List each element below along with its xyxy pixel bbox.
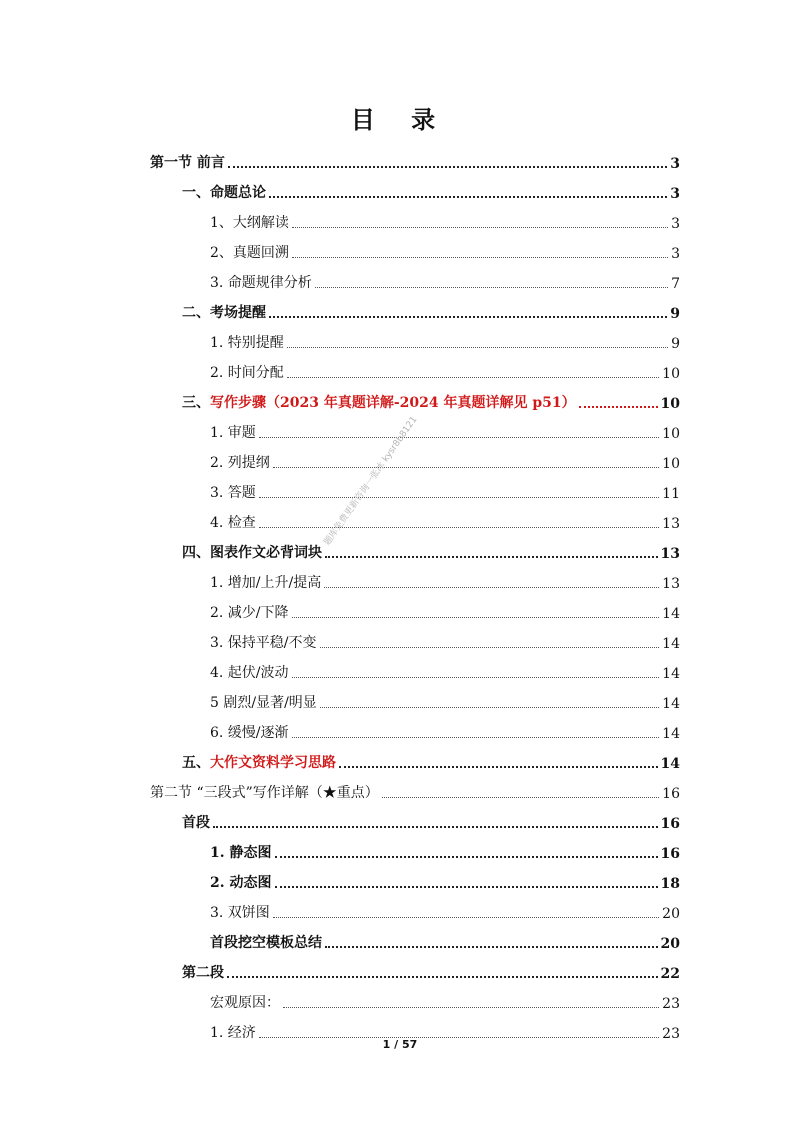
toc-entry-chapter-highlighted[interactable]	[182, 382, 680, 412]
toc-entry-page: 16	[662, 786, 680, 802]
toc-entry-page: 20	[660, 936, 680, 952]
toc-entry-label: 2、真题回溯	[210, 245, 289, 261]
toc-entry-item[interactable]	[210, 562, 680, 592]
toc-entry-label: 1、大纲解读	[210, 215, 289, 231]
toc-entry-item[interactable]	[210, 682, 680, 712]
dot-leader	[325, 946, 658, 948]
dot-leader	[275, 856, 658, 858]
toc-entry-page: 10	[662, 366, 680, 382]
toc-entry-label: 3. 答题	[210, 485, 256, 501]
dot-leader	[339, 766, 658, 768]
toc-entry-chapter[interactable]	[182, 532, 680, 562]
toc-entry-label: 首段	[182, 815, 210, 831]
toc-entry-item[interactable]	[210, 982, 680, 1012]
toc-entry-page: 10	[662, 456, 680, 472]
toc-entry-label: 首段挖空模板总结	[210, 935, 322, 951]
toc-entry-page: 22	[660, 966, 680, 982]
toc-entry-label: 4. 起伏/波动	[210, 665, 289, 681]
toc-entry-prefix: 三、	[182, 395, 210, 411]
toc-entry-item[interactable]	[210, 592, 680, 622]
toc-entry-label: 1. 经济	[210, 1025, 256, 1041]
toc-entry-page: 20	[662, 906, 680, 922]
toc-entry-label: 一、命题总论	[182, 185, 266, 201]
toc-entry-label: 2. 动态图	[210, 875, 272, 891]
toc-entry-highlighted-text: 大作文资料学习思路	[210, 755, 336, 771]
dot-leader	[269, 316, 667, 318]
dot-leader	[315, 287, 668, 288]
toc-entry-label	[182, 392, 576, 412]
toc-entry-page: 14	[662, 696, 680, 712]
toc-entry-label: 5 剧烈/显著/明显	[210, 695, 317, 711]
dot-leader	[320, 707, 659, 708]
toc-entry-section-1[interactable]	[150, 142, 680, 172]
dot-leader	[213, 826, 658, 828]
toc-entry-label: 第二段	[182, 965, 224, 981]
toc-entry-label: 第一节 前言	[150, 155, 225, 171]
toc-entry-item[interactable]	[210, 352, 680, 382]
toc-entry-chapter-highlighted[interactable]	[182, 742, 680, 772]
toc-entry-label	[182, 752, 336, 772]
dot-leader	[259, 497, 659, 498]
toc-entry-page: 9	[671, 336, 680, 352]
toc-entry-page: 10	[660, 396, 680, 412]
toc-entry-page: 18	[660, 876, 680, 892]
toc-entry-label: 二、考场提醒	[182, 305, 266, 321]
dot-leader	[287, 377, 659, 378]
toc-entry-label: 1. 特别提醒	[210, 335, 284, 351]
page-number: 1 / 57	[382, 1038, 418, 1051]
dot-leader	[228, 166, 667, 168]
dot-leader	[269, 196, 667, 198]
toc-entry-label: 2. 时间分配	[210, 365, 284, 381]
toc-entry-page: 7	[671, 276, 680, 292]
toc-entry-item[interactable]	[210, 922, 680, 952]
toc-entry-page: 3	[671, 216, 680, 232]
toc-entry-item[interactable]	[210, 472, 680, 502]
toc-entry-item[interactable]	[210, 202, 680, 232]
toc-entry-label: 2. 列提纲	[210, 455, 270, 471]
toc-entry-page: 3	[671, 246, 680, 262]
dot-leader	[579, 406, 658, 408]
toc-entry-page: 23	[662, 996, 680, 1012]
toc-entry-item[interactable]	[210, 652, 680, 682]
toc-entry-label: 1. 审题	[210, 425, 256, 441]
toc-entry-label: 3. 命题规律分析	[210, 275, 312, 291]
toc-entry-label: 宏观原因：	[210, 995, 280, 1011]
dot-leader	[275, 886, 658, 888]
dot-leader	[325, 556, 658, 558]
dot-leader	[292, 617, 660, 618]
toc-entry-page: 11	[662, 486, 680, 502]
toc-entry-page: 10	[662, 426, 680, 442]
dot-leader	[287, 347, 668, 348]
toc-entry-page: 14	[662, 606, 680, 622]
toc-entry-page: 16	[660, 846, 680, 862]
dot-leader	[292, 257, 668, 258]
toc-entry-label: 1. 增加/上升/提高	[210, 575, 322, 591]
toc-entry-label: 3. 保持平稳/不变	[210, 635, 317, 651]
dot-leader	[382, 797, 659, 798]
dot-leader	[320, 647, 660, 648]
dot-leader	[292, 677, 660, 678]
toc-entry-chapter[interactable]	[182, 952, 680, 982]
dot-leader	[227, 976, 658, 978]
toc-entry-item[interactable]	[210, 622, 680, 652]
toc-entry-chapter[interactable]	[182, 802, 680, 832]
dot-leader	[259, 527, 659, 528]
toc-entry-page: 14	[660, 756, 680, 772]
toc-entry-item[interactable]	[210, 442, 680, 472]
page-title: 目 录	[350, 106, 450, 134]
toc-entry-page: 3	[670, 186, 680, 202]
toc-entry-item[interactable]	[210, 502, 680, 532]
toc-entry-page: 23	[662, 1026, 680, 1042]
toc-entry-page: 16	[660, 816, 680, 832]
toc-entry-item[interactable]	[210, 262, 680, 292]
toc-entry-label: 1. 静态图	[210, 845, 272, 861]
toc-entry-page: 9	[670, 306, 680, 322]
toc-entry-chapter[interactable]	[182, 172, 680, 202]
toc-entry-label: 4. 检查	[210, 515, 256, 531]
toc-entry-label: 第二节 “三段式”写作详解（★重点）	[150, 785, 379, 801]
toc-entry-item[interactable]	[210, 712, 680, 742]
toc-entry-label: 3. 双饼图	[210, 905, 270, 921]
toc-entry-item[interactable]	[210, 862, 680, 892]
toc-entry-chapter[interactable]	[182, 292, 680, 322]
toc-entry-page: 3	[670, 156, 680, 172]
dot-leader	[324, 587, 659, 588]
toc-entry-page: 13	[660, 546, 680, 562]
toc-entry-label: 6. 缓慢/逐渐	[210, 725, 289, 741]
dot-leader	[292, 227, 668, 228]
dot-leader	[292, 737, 660, 738]
toc-entry-item[interactable]	[210, 892, 680, 922]
dot-leader	[283, 1007, 659, 1008]
toc-entry-label: 2. 减少/下降	[210, 605, 289, 621]
toc-entry-item[interactable]	[210, 832, 680, 862]
toc-entry-item[interactable]	[210, 412, 680, 442]
toc-entry-item[interactable]	[210, 232, 680, 262]
toc-entry-page: 13	[662, 576, 680, 592]
toc-entry-highlighted-text: 写作步骤（2023 年真题详解-2024 年真题详解见 p51）	[210, 395, 576, 411]
dot-leader	[273, 917, 659, 918]
toc-entry-page: 13	[662, 516, 680, 532]
watermark: 题库免费更新咨询一张冰 kysr8b8121	[322, 414, 420, 548]
toc-entry-page: 14	[662, 636, 680, 652]
dot-leader	[259, 437, 659, 438]
dot-leader	[273, 467, 659, 468]
toc-entry-item[interactable]	[210, 322, 680, 352]
toc-entry-prefix: 五、	[182, 755, 210, 771]
toc-entry-page: 14	[662, 666, 680, 682]
toc-entry-page: 14	[662, 726, 680, 742]
toc-entry-label: 四、图表作文必背词块	[182, 545, 322, 561]
toc-entry-section-2[interactable]	[150, 772, 680, 802]
